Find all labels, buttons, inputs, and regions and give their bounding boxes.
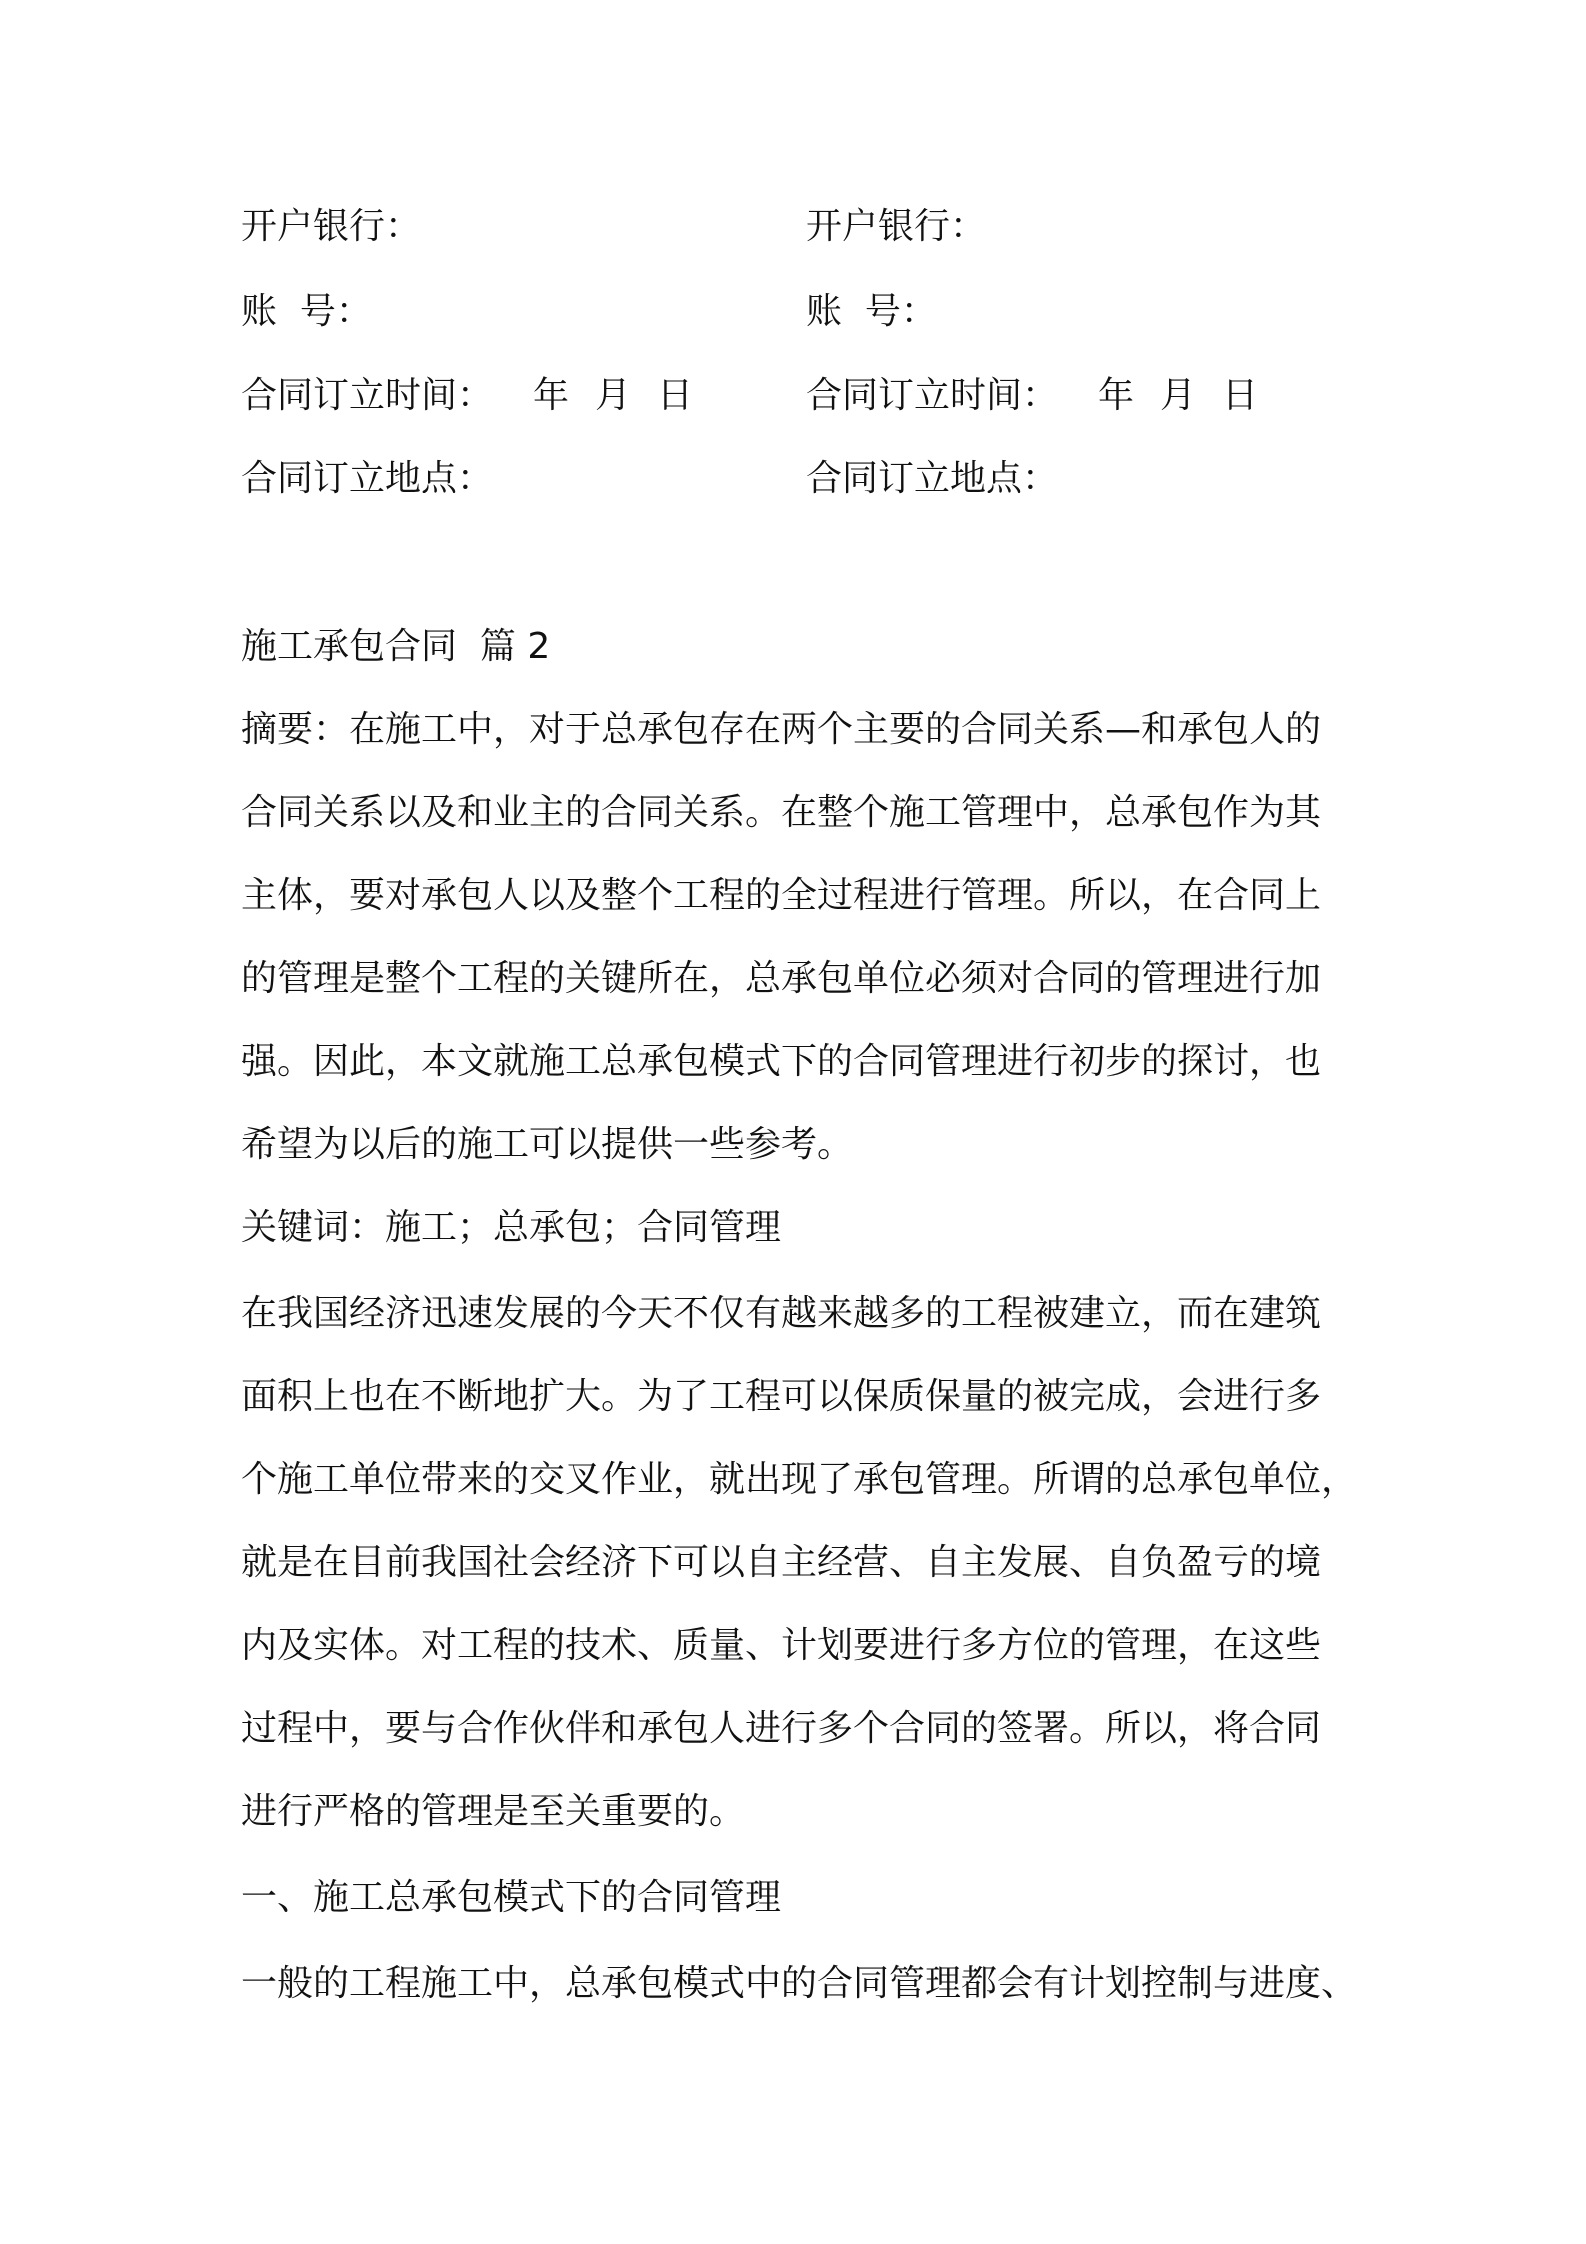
left-day: 日 xyxy=(657,375,694,416)
left-month: 月 xyxy=(595,375,632,416)
left-place-label: 合同订立地点： xyxy=(241,458,494,499)
left-year: 年 xyxy=(533,375,570,416)
body-line: 就是在目前我国社会经济下可以自主经营、自主发展、自负盈亏的境 xyxy=(241,1542,1322,1583)
left-account-label: 账 号： xyxy=(241,291,372,332)
body-line: 进行严格的管理是至关重要的。 xyxy=(241,1791,746,1832)
right-day: 日 xyxy=(1222,375,1259,416)
body-line: 过程中，要与合作伙伴和承包人进行多个合同的签署。所以，将合同 xyxy=(241,1708,1322,1749)
left-date-row xyxy=(241,372,719,420)
right-date-label: 合同订立时间： xyxy=(806,375,1059,416)
body-line: 一般的工程施工中，总承包模式中的合同管理都会有计划控制与进度、 xyxy=(241,1963,1358,2004)
body-line: 摘要：在施工中，对于总承包存在两个主要的合同关系—和承包人的 xyxy=(241,709,1322,750)
body-line: 希望为以后的施工可以提供一些参考。 xyxy=(241,1124,854,1165)
right-account-label: 账 号： xyxy=(806,291,937,332)
section-title: 施工承包合同 篇 2 xyxy=(241,626,551,667)
body-line: 的管理是整个工程的关键所在，总承包单位必须对合同的管理进行加 xyxy=(241,958,1322,999)
right-bank-label: 开户银行： xyxy=(806,206,987,247)
keywords-line: 关键词：施工；总承包；合同管理 xyxy=(241,1207,782,1248)
subheading: 一、施工总承包模式下的合同管理 xyxy=(241,1877,782,1918)
left-date-label: 合同订立时间： xyxy=(241,375,494,416)
body-line: 合同关系以及和业主的合同关系。在整个施工管理中，总承包作为其 xyxy=(241,792,1322,833)
body-line: 在我国经济迅速发展的今天不仅有越来越多的工程被建立，而在建筑 xyxy=(241,1293,1322,1334)
body-line: 内及实体。对工程的技术、质量、计划要进行多方位的管理，在这些 xyxy=(241,1625,1322,1666)
right-date-row xyxy=(806,372,1284,420)
left-bank-label: 开户银行： xyxy=(241,206,422,247)
right-month: 月 xyxy=(1160,375,1197,416)
body-line: 主体，要对承包人以及整个工程的全过程进行管理。所以，在合同上 xyxy=(241,875,1322,916)
right-year: 年 xyxy=(1098,375,1135,416)
right-place-label: 合同订立地点： xyxy=(806,458,1059,499)
body-line: 强。因此，本文就施工总承包模式下的合同管理进行初步的探讨，也 xyxy=(241,1041,1322,1082)
body-line: 个施工单位带来的交叉作业，就出现了承包管理。所谓的总承包单位， xyxy=(241,1459,1358,1500)
body-line: 面积上也在不断地扩大。为了工程可以保质保量的被完成，会进行多 xyxy=(241,1376,1322,1417)
